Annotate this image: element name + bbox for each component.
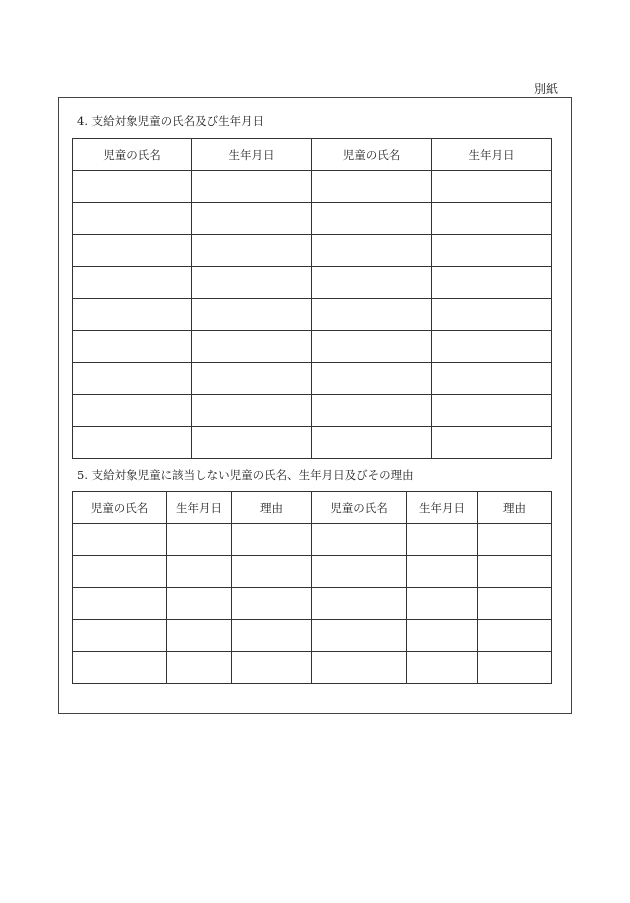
entry-cell[interactable] xyxy=(167,524,232,556)
entry-cell[interactable] xyxy=(312,299,432,331)
entry-cell[interactable] xyxy=(167,620,232,652)
table-header-row xyxy=(73,492,552,524)
header-child-name: 児童の氏名 xyxy=(312,492,407,524)
table-row xyxy=(73,556,552,588)
entry-cell[interactable] xyxy=(73,171,192,203)
header-reason: 理由 xyxy=(478,492,552,524)
table-row xyxy=(73,427,552,459)
entry-cell[interactable] xyxy=(192,331,312,363)
entry-cell[interactable] xyxy=(312,395,432,427)
table-row xyxy=(73,620,552,652)
entry-cell[interactable] xyxy=(478,556,552,588)
entry-cell[interactable] xyxy=(73,267,192,299)
header-birth-date: 生年月日 xyxy=(192,139,312,171)
header-child-name: 児童の氏名 xyxy=(312,139,432,171)
entry-cell[interactable] xyxy=(407,652,478,684)
entry-cell[interactable] xyxy=(312,363,432,395)
entry-cell[interactable] xyxy=(73,363,192,395)
entry-cell[interactable] xyxy=(312,235,432,267)
entry-cell[interactable] xyxy=(232,524,312,556)
entry-cell[interactable] xyxy=(73,556,167,588)
section5-title: 5. 支給対象児童に該当しない児童の氏名、生年月日及びその理由 xyxy=(77,468,414,482)
entry-cell[interactable] xyxy=(432,427,552,459)
entry-cell[interactable] xyxy=(478,620,552,652)
entry-cell[interactable] xyxy=(312,556,407,588)
header-reason: 理由 xyxy=(232,492,312,524)
table-row xyxy=(73,203,552,235)
entry-cell[interactable] xyxy=(192,267,312,299)
entry-cell[interactable] xyxy=(167,652,232,684)
entry-cell[interactable] xyxy=(73,620,167,652)
section4-table xyxy=(72,138,552,459)
table-row xyxy=(73,299,552,331)
entry-cell[interactable] xyxy=(167,588,232,620)
entry-cell[interactable] xyxy=(432,395,552,427)
entry-cell[interactable] xyxy=(312,171,432,203)
table-header-row xyxy=(73,139,552,171)
entry-cell[interactable] xyxy=(73,652,167,684)
entry-cell[interactable] xyxy=(407,556,478,588)
entry-cell[interactable] xyxy=(432,171,552,203)
entry-cell[interactable] xyxy=(312,588,407,620)
entry-cell[interactable] xyxy=(73,395,192,427)
entry-cell[interactable] xyxy=(192,203,312,235)
table-row xyxy=(73,171,552,203)
attachment-label: 別紙 xyxy=(534,82,559,96)
header-birth-date: 生年月日 xyxy=(167,492,232,524)
entry-cell[interactable] xyxy=(312,620,407,652)
entry-cell[interactable] xyxy=(192,299,312,331)
entry-cell[interactable] xyxy=(192,427,312,459)
entry-cell[interactable] xyxy=(478,524,552,556)
entry-cell[interactable] xyxy=(73,331,192,363)
header-child-name: 児童の氏名 xyxy=(73,139,192,171)
entry-cell[interactable] xyxy=(478,652,552,684)
table-row xyxy=(73,267,552,299)
table-row xyxy=(73,588,552,620)
table-row xyxy=(73,331,552,363)
entry-cell[interactable] xyxy=(312,524,407,556)
entry-cell[interactable] xyxy=(73,427,192,459)
table-row xyxy=(73,524,552,556)
entry-cell[interactable] xyxy=(432,203,552,235)
entry-cell[interactable] xyxy=(312,652,407,684)
section5-table xyxy=(72,491,552,684)
entry-cell[interactable] xyxy=(432,267,552,299)
header-child-name: 児童の氏名 xyxy=(73,492,167,524)
section4-title: 4. 支給対象児童の氏名及び生年月日 xyxy=(77,114,265,128)
entry-cell[interactable] xyxy=(407,588,478,620)
entry-cell[interactable] xyxy=(73,588,167,620)
entry-cell[interactable] xyxy=(407,620,478,652)
entry-cell[interactable] xyxy=(73,524,167,556)
entry-cell[interactable] xyxy=(192,395,312,427)
header-birth-date: 生年月日 xyxy=(407,492,478,524)
entry-cell[interactable] xyxy=(407,524,478,556)
entry-cell[interactable] xyxy=(432,299,552,331)
entry-cell[interactable] xyxy=(192,235,312,267)
entry-cell[interactable] xyxy=(432,363,552,395)
entry-cell[interactable] xyxy=(73,235,192,267)
entry-cell[interactable] xyxy=(312,203,432,235)
table-row xyxy=(73,363,552,395)
entry-cell[interactable] xyxy=(167,556,232,588)
entry-cell[interactable] xyxy=(192,171,312,203)
entry-cell[interactable] xyxy=(192,363,312,395)
entry-cell[interactable] xyxy=(232,620,312,652)
entry-cell[interactable] xyxy=(73,299,192,331)
entry-cell[interactable] xyxy=(312,427,432,459)
entry-cell[interactable] xyxy=(478,588,552,620)
entry-cell[interactable] xyxy=(432,235,552,267)
entry-cell[interactable] xyxy=(312,267,432,299)
table-row xyxy=(73,235,552,267)
entry-cell[interactable] xyxy=(312,331,432,363)
entry-cell[interactable] xyxy=(232,556,312,588)
entry-cell[interactable] xyxy=(432,331,552,363)
entry-cell[interactable] xyxy=(232,588,312,620)
entry-cell[interactable] xyxy=(73,203,192,235)
entry-cell[interactable] xyxy=(232,652,312,684)
header-birth-date: 生年月日 xyxy=(432,139,552,171)
table-row xyxy=(73,395,552,427)
table-row xyxy=(73,652,552,684)
